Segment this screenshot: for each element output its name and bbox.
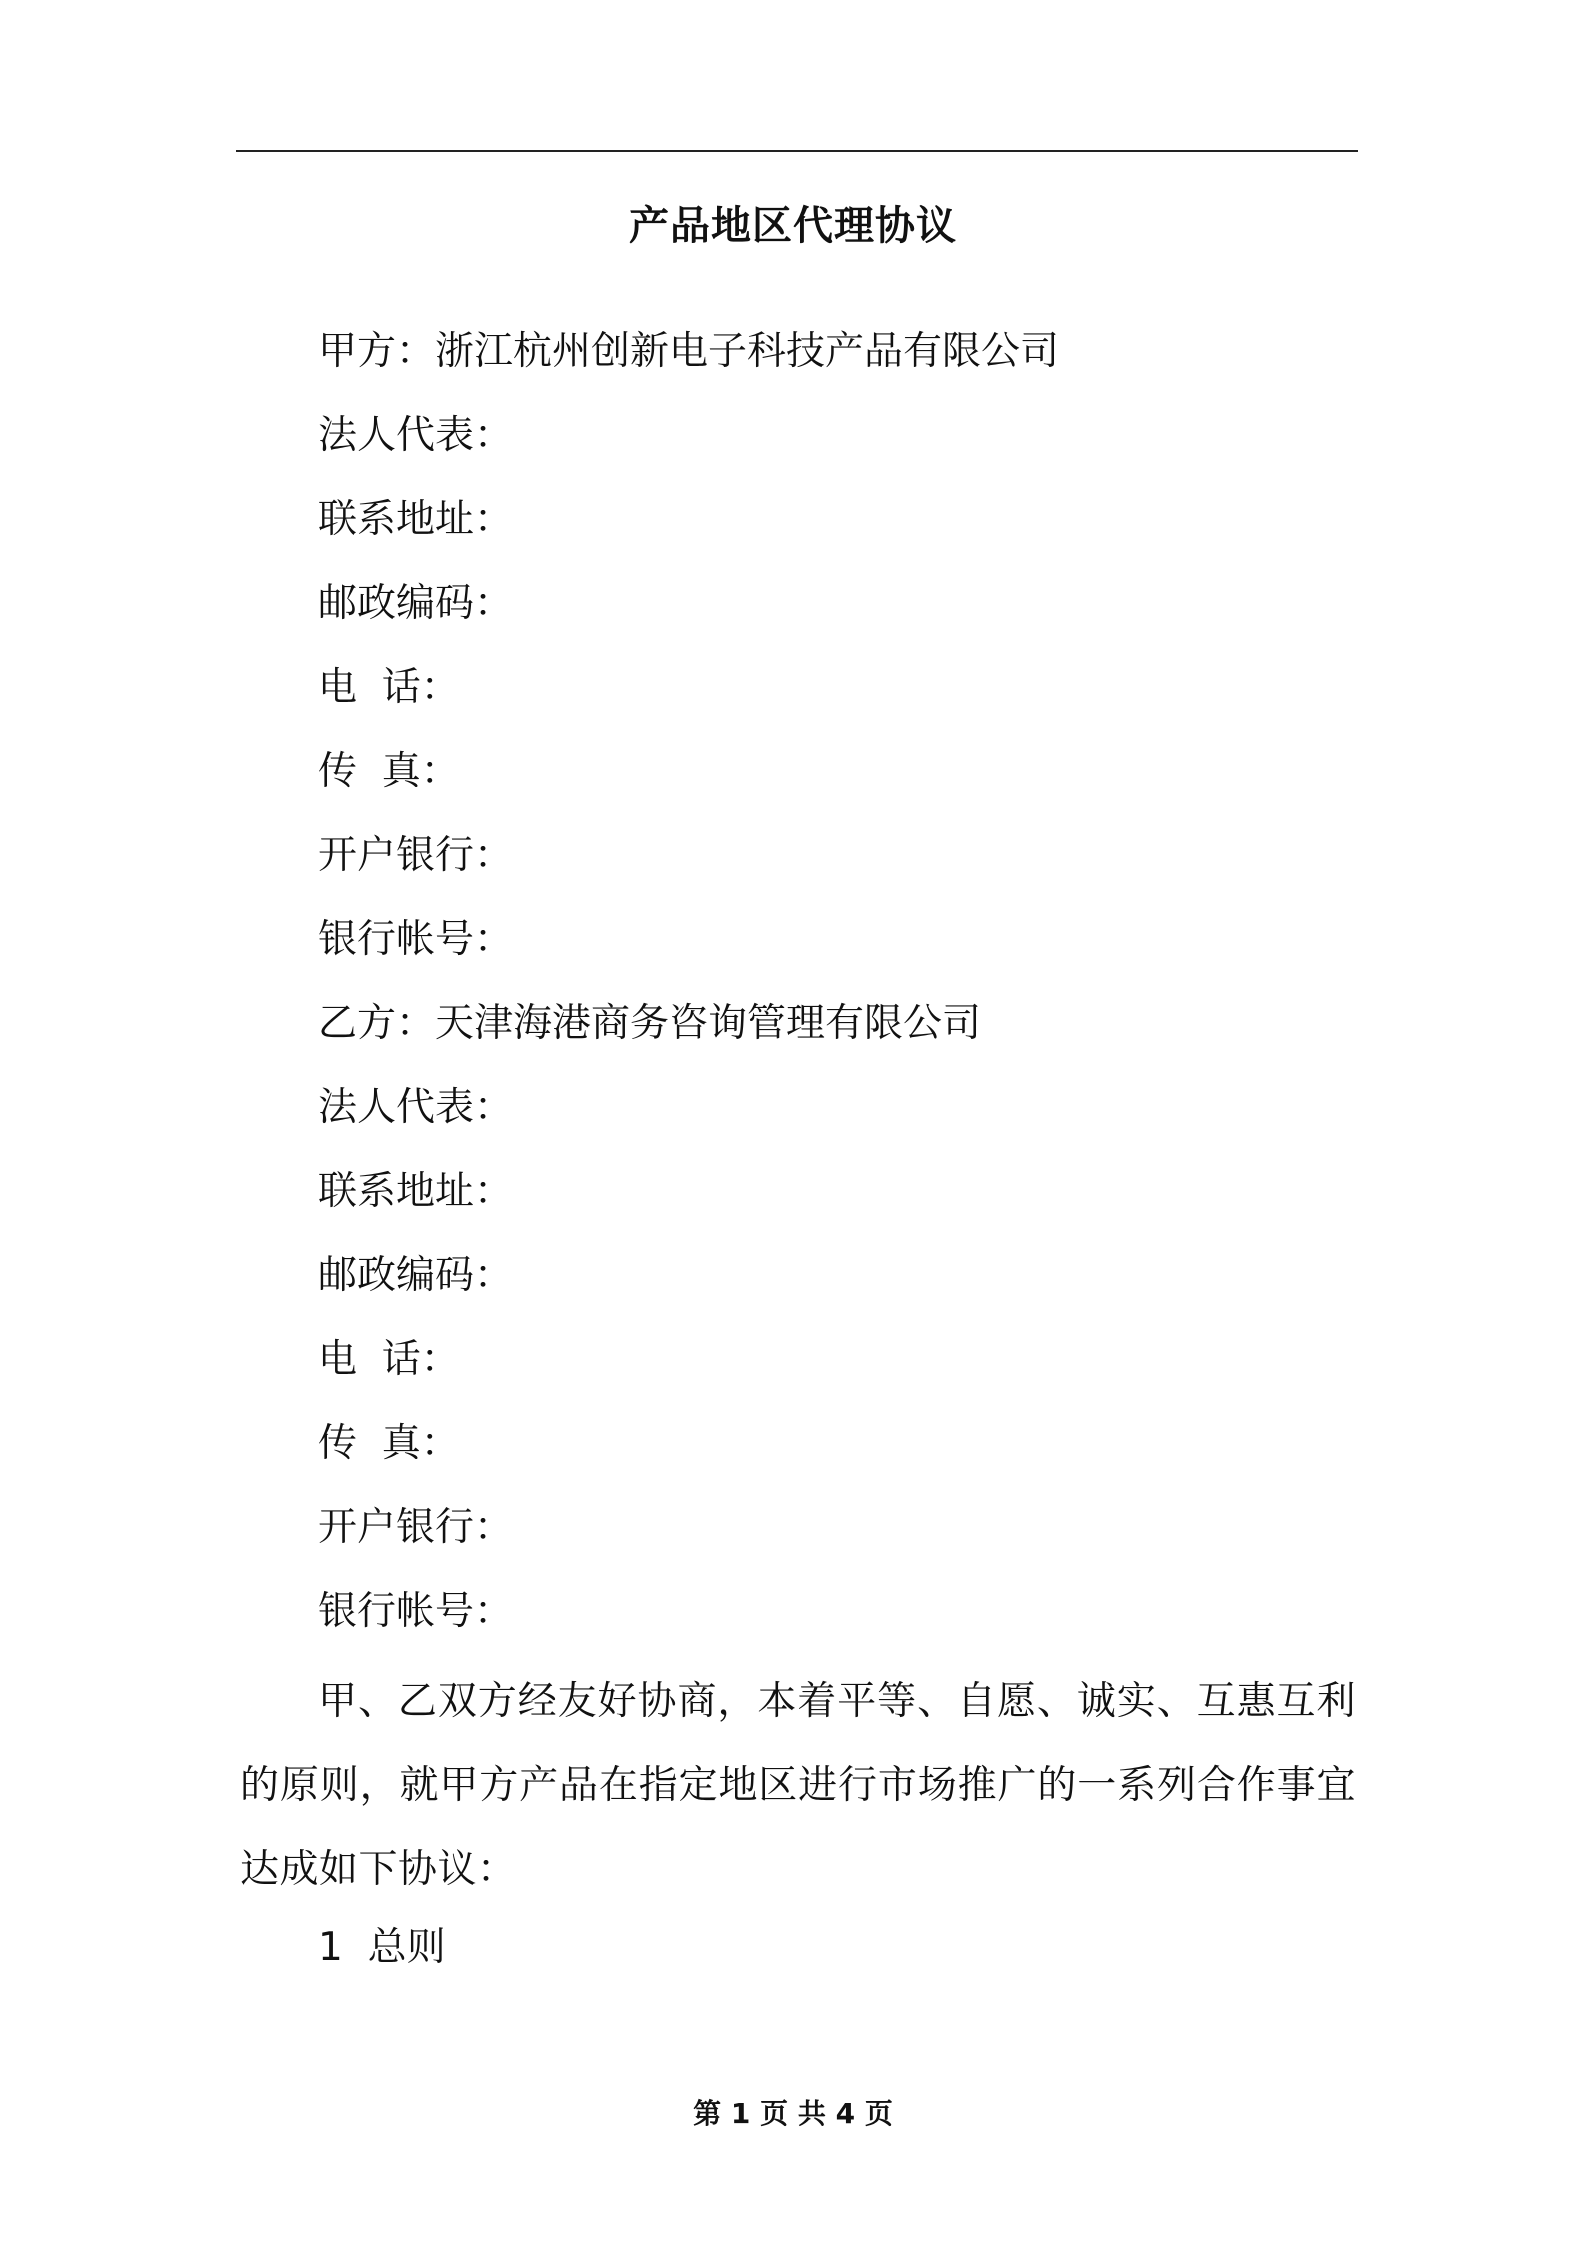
party-b-line: 乙方：天津海港商务咨询管理有限公司 (318, 1001, 982, 1046)
party-b-fax: 传 真： (318, 1421, 460, 1466)
party-b-bank: 开户银行： (318, 1505, 514, 1550)
party-b-phone: 电 话： (318, 1337, 460, 1382)
party-a-account: 银行帐号： (318, 917, 514, 962)
preamble-paragraph: 甲、乙双方经友好协商，本着平等、自愿、诚实、互惠互利的原则，就甲方产品在指定地区进行市场推广的一系列合作事宜达成如下协议： (240, 1679, 1356, 1892)
party-a-postcode: 邮政编码： (318, 581, 514, 626)
party-b-postcode: 邮政编码： (318, 1253, 514, 1298)
party-a-legal-rep: 法人代表： (318, 413, 514, 458)
party-a-fax: 传 真： (318, 749, 460, 794)
party-a-address: 联系地址： (318, 497, 514, 542)
section-heading-general: 1 总则 (318, 1925, 446, 1970)
party-b-address: 联系地址： (318, 1169, 514, 1214)
party-a-bank: 开户银行： (318, 833, 514, 878)
party-b-legal-rep: 法人代表： (318, 1085, 514, 1130)
page-number-footer: 第 1 页 共 4 页 (693, 2097, 893, 2130)
document-title: 产品地区代理协议 (629, 203, 957, 249)
party-a-phone: 电 话： (318, 665, 460, 710)
party-b-account: 银行帐号： (318, 1589, 514, 1634)
header-rule (236, 150, 1358, 152)
party-a-line: 甲方：浙江杭州创新电子科技产品有限公司 (318, 329, 1060, 374)
